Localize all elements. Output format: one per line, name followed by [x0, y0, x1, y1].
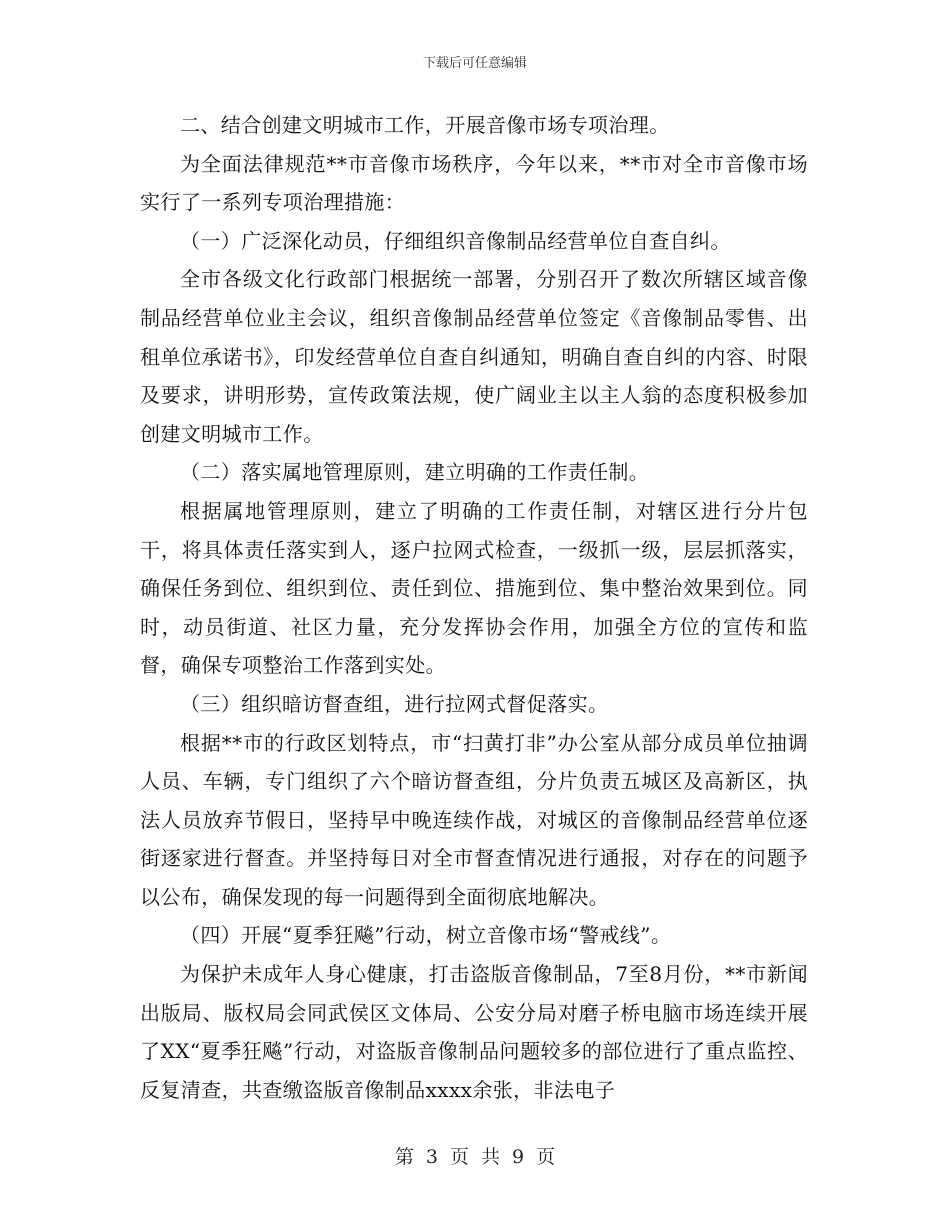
page-header-note: 下载后可任意编辑 — [422, 56, 527, 71]
document-body — [140, 106, 808, 1109]
intro-paragraph: 为全面法律规范**市音像市场秩序，今年以来，**市对全市音像市场实行了一系列专项治理措施： — [140, 151, 808, 215]
body-paragraph-2: 根据属地管理原则，建立了明确的工作责任制，对辖区进行分片包干，将具体责任落实到人，逐户拉网式检查，一级抓一级，层层抓落实，确保任务到位、组织到位、责任到位、措施到位、集中整治效果到位。同时，动员街道、社区力量，充分发挥协会作用，加强全方位的宣传和监督，确保专项整治工作落到实处。 — [140, 498, 808, 678]
body-paragraph-4: 为保护未成年人身心健康，打击盗版音像制品，7至8月份，**市新闻出版局、版权局会同武侯区文体局、公安分局对磨子桥电脑市场连续开展了XX“夏季狂飚”行动，对盗版音像制品问题较多的部位进行了重点监控、反复清查，共查缴盗版音像制品xxxx余张，非法电子 — [140, 962, 808, 1102]
subheading-4: （四）开展“夏季狂飚”行动，树立音像市场“警戒线”。 — [180, 923, 672, 948]
subheading-3: （三）组织暗访督查组，进行拉网式督促落实。 — [180, 691, 609, 716]
subheading-2: （二）落实属地管理原则，建立明确的工作责任制。 — [180, 460, 650, 485]
body-paragraph-3: 根据**市的行政区划特点，市“扫黄打非”办公室从部分成员单位抽调人员、车辆，专门组织了六个暗访督查组，分片负责五城区及高新区，执法人员放弃节假日，坚持早中晚连续作战，对城区的音像制品经营单位逐街逐家进行督查。并坚持每日对全市督查情况进行通报，对存在的问题予以公布，确保发现的每一问题得到全面彻底地解决。 — [140, 730, 808, 909]
subheading-1: （一）广泛深化动员，仔细组织音像制品经营单位自查自纠。 — [180, 228, 731, 253]
page-number: 第 3 页 共 9 页 — [394, 1146, 556, 1168]
body-paragraph-1: 全市各级文化行政部门根据统一部署，分别召开了数次所辖区域音像制品经营单位业主会议，组织音像制品经营单位签定《音像制品零售、出租单位承诺书》，印发经营单位自查自纠通知，明确自查自纠的内容、时限及要求，讲明形势，宣传政策法规，使广阔业主以主人翁的态度积极参加创建文明城市工作。 — [140, 267, 808, 446]
section-heading: 二、结合创建文明城市工作，开展音像市场专项治理。 — [180, 113, 670, 137]
